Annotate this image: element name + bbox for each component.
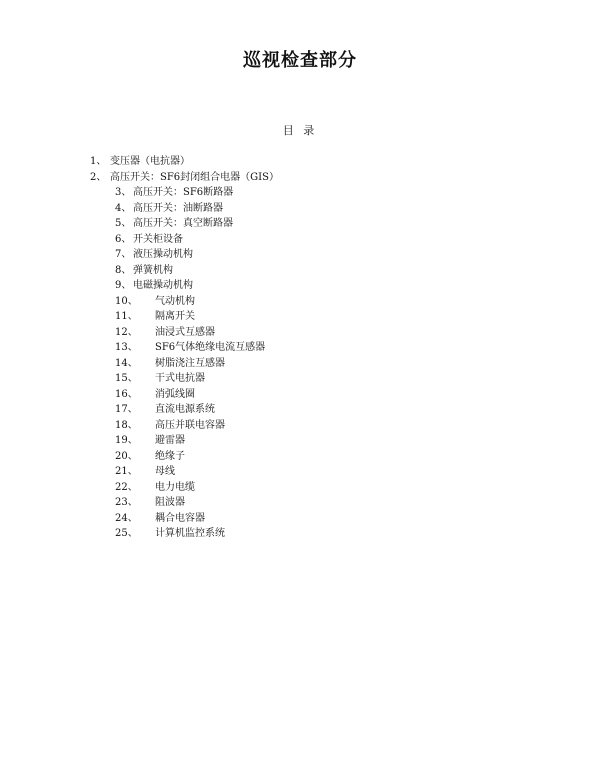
- toc-item-number: 22、: [115, 481, 138, 493]
- toc-item-label: 计算机监控系统: [155, 528, 225, 539]
- toc-item-label: 电力电缆: [155, 481, 195, 493]
- toc-item-number: 8、: [115, 264, 132, 276]
- toc-item-number: 3、: [115, 187, 132, 198]
- toc-item: [115, 340, 266, 355]
- toc-item: [115, 418, 225, 433]
- toc-item-number: 20、: [115, 450, 138, 462]
- toc-item: [115, 402, 215, 417]
- toc-item-number: 19、: [115, 435, 138, 446]
- toc-item: [115, 294, 195, 309]
- toc-item: [115, 232, 183, 247]
- toc-item: [115, 433, 185, 448]
- toc-item-number: 11、: [115, 311, 138, 322]
- toc-item-label: 绝缘子: [155, 450, 185, 462]
- toc-item-label: 高压开关：油断路器: [133, 202, 223, 214]
- toc-item-label: SF6气体绝缘电流互感器: [155, 342, 266, 353]
- toc-item: [115, 263, 173, 278]
- toc-item-number: 1、: [90, 156, 107, 167]
- toc-item-number: 12、: [115, 326, 138, 338]
- toc-item: [115, 278, 193, 293]
- toc-item-label: 隔离开关: [155, 311, 195, 322]
- toc-item-number: 10、: [115, 295, 138, 307]
- toc-item: [115, 216, 233, 231]
- toc-item: [115, 464, 175, 479]
- toc-item-label: 高压开关：SF6封闭组合电器（GIS）: [110, 171, 279, 183]
- toc-item: [115, 325, 215, 340]
- toc-item: [115, 201, 223, 216]
- toc-item-label: 高压并联电容器: [155, 419, 225, 431]
- toc-item-label: 树脂浇注互感器: [155, 357, 225, 369]
- toc-item-number: 21、: [115, 466, 138, 477]
- toc-item: [115, 511, 205, 526]
- toc-item: [115, 309, 195, 324]
- toc-item: [115, 495, 185, 510]
- toc-item-label: 弹簧机构: [133, 264, 173, 276]
- toc-item: [90, 170, 279, 185]
- toc-item-label: 干式电抗器: [155, 373, 205, 384]
- toc-item: [115, 449, 185, 464]
- toc-item-label: 消弧线圈: [155, 388, 195, 400]
- toc-item: [115, 371, 205, 386]
- toc-item-label: 气动机构: [155, 295, 195, 307]
- toc-item-number: 5、: [115, 218, 132, 229]
- toc-item-label: 直流电源系统: [155, 404, 215, 415]
- toc-item: [115, 526, 225, 541]
- toc-item-number: 18、: [115, 419, 138, 431]
- toc-item-label: 开关柜设备: [133, 233, 183, 245]
- toc-item-number: 13、: [115, 342, 138, 353]
- document-title: 巡视检查部分: [243, 50, 357, 71]
- toc-item-number: 23、: [115, 497, 138, 508]
- toc-item-label: 耦合电容器: [155, 512, 205, 524]
- toc-item: [90, 154, 190, 169]
- toc-item: [115, 387, 195, 402]
- toc-heading: 目 录: [282, 124, 318, 137]
- toc-item-label: 电磁操动机构: [133, 280, 193, 291]
- toc-item-number: 7、: [115, 249, 132, 260]
- toc-item-number: 17、: [115, 404, 138, 415]
- toc-item-number: 25、: [115, 528, 138, 539]
- toc-item-number: 2、: [90, 171, 107, 183]
- toc-item: [115, 356, 225, 371]
- toc-item-label: 变压器（电抗器）: [110, 156, 190, 167]
- toc-item: [115, 247, 193, 262]
- toc-item: [115, 480, 195, 495]
- toc-item-number: 14、: [115, 357, 138, 369]
- toc-item: [115, 185, 234, 200]
- toc-item-label: 避雷器: [155, 435, 185, 446]
- toc-item-label: 高压开关：真空断路器: [133, 218, 233, 229]
- toc-item-label: 阻波器: [155, 497, 185, 508]
- toc-item-number: 24、: [115, 512, 138, 524]
- toc-item-number: 4、: [115, 202, 132, 214]
- toc-item-number: 6、: [115, 233, 132, 245]
- toc-item-number: 9、: [115, 280, 132, 291]
- toc-item-label: 油浸式互感器: [155, 326, 215, 338]
- toc-item-label: 母线: [155, 466, 175, 477]
- toc-item-number: 15、: [115, 373, 138, 384]
- toc-item-label: 高压开关：SF6断路器: [133, 187, 234, 198]
- toc-item-label: 液压操动机构: [133, 249, 193, 260]
- toc-item-number: 16、: [115, 388, 138, 400]
